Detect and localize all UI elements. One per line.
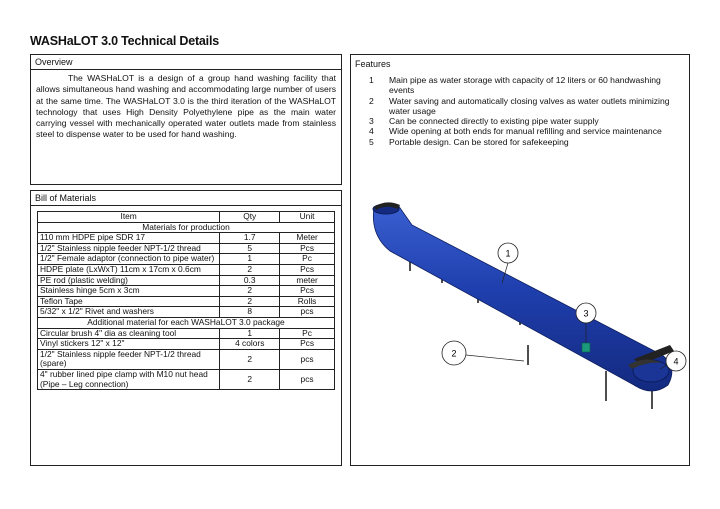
overview-heading: Overview: [31, 55, 341, 70]
table-row: [38, 349, 335, 369]
section-row: [38, 222, 335, 233]
callout-2: [442, 341, 466, 365]
col-item: Item: [38, 212, 220, 223]
bom-qty-cell: 2: [220, 369, 280, 389]
table-row: [38, 369, 335, 389]
feature-text: Water saving and automatically closing valves as water outlets minimizing water usage: [389, 95, 670, 116]
section-production: Materials for production: [38, 222, 335, 233]
feature-number: 2: [369, 95, 374, 106]
bom-unit-cell: Meter: [280, 233, 335, 244]
feature-text: Portable design. Can be stored for safekeeping: [389, 136, 569, 147]
bom-qty-cell: 4 colors: [220, 339, 280, 350]
bom-unit-cell: Pcs: [280, 243, 335, 254]
list-item: [351, 126, 689, 136]
features-heading: Features: [355, 59, 391, 69]
bom-qty-cell: 1.7: [220, 233, 280, 244]
bom-unit-cell: Pcs: [280, 264, 335, 275]
callout-4: [666, 351, 686, 371]
bom-header-row: [38, 212, 335, 223]
callout-1: [498, 243, 518, 263]
overview-panel: [30, 54, 342, 185]
list-item: [351, 137, 689, 147]
section-additional: Additional material for each WASHaLOT 3.0 package: [38, 317, 335, 328]
feature-number: 3: [369, 116, 374, 127]
table-row: [38, 307, 335, 318]
list-item: [351, 96, 689, 117]
table-row: [38, 296, 335, 307]
bom-qty-cell: 5: [220, 243, 280, 254]
bom-unit-cell: Pc: [280, 328, 335, 339]
feature-number: 1: [369, 75, 374, 85]
table-row: [38, 339, 335, 350]
bom-item-cell: Vinyl stickers 12" x 12": [38, 339, 220, 350]
bom-unit-cell: pcs: [280, 369, 335, 389]
bom-item-cell: Teflon Tape: [38, 296, 220, 307]
list-item: [351, 75, 689, 96]
bom-item-cell: 4" rubber lined pipe clamp with M10 nut head (Pipe – Leg connection): [38, 369, 220, 389]
bom-item-cell: 1/2" Female adaptor (connection to pipe water): [38, 254, 220, 265]
bom-qty-cell: 8: [220, 307, 280, 318]
overview-paragraph: The WASHaLOT is a design of a group hand washing facility that allows simultaneous hand washing and accommodating large number of users at the same time. The WASHaLOT 3.0 is the third iteration of the WASHaLOT technology that uses High Density Polyethylene pipe as the main water carrying vessel with mechanically operated water outlets made from stainless steel to dispense water to be used for hand washing.: [36, 73, 336, 140]
bom-unit-cell: Pcs: [280, 286, 335, 297]
bom-item-cell: Circular brush 4" dia as cleaning tool: [38, 328, 220, 339]
feature-text: Can be connected directly to existing pipe water supply: [389, 116, 599, 127]
bom-item-cell: 110 mm HDPE pipe SDR 17: [38, 233, 220, 244]
feature-number: 5: [369, 136, 374, 147]
bom-qty-cell: 1: [220, 328, 280, 339]
bom-unit-cell: meter: [280, 275, 335, 286]
feature-text: Main pipe as water storage with capacity of 12 liters or 60 handwashing events: [389, 75, 661, 96]
feature-text: Wide opening at both ends for manual refilling and service maintenance: [389, 126, 662, 137]
overview-text: [31, 70, 341, 144]
pipe-body: [373, 205, 672, 391]
bom-qty-cell: 2: [220, 349, 280, 369]
bom-item-cell: 1/2" Stainless nipple feeder NPT-1/2 thread: [38, 243, 220, 254]
bom-qty-cell: 2: [220, 264, 280, 275]
bom-item-cell: PE rod (plastic welding): [38, 275, 220, 286]
list-item: [351, 116, 689, 126]
svg-text:2: 2: [451, 348, 457, 359]
callout-3: [576, 303, 596, 323]
page-title: WASHaLOT 3.0 Technical Details: [30, 34, 219, 48]
washalot-diagram: [352, 195, 688, 425]
col-unit: Unit: [280, 212, 335, 223]
bom-item-cell: 5/32" x 1/2" Rivet and washers: [38, 307, 220, 318]
bom-heading: Bill of Materials: [31, 191, 341, 206]
bom-unit-cell: Rolls: [280, 296, 335, 307]
bom-item-cell: 1/2" Stainless nipple feeder NPT-1/2 thread (spare): [38, 349, 220, 369]
table-row: [38, 275, 335, 286]
bom-qty-cell: 0.3: [220, 275, 280, 286]
svg-text:3: 3: [583, 308, 589, 319]
table-row: [38, 254, 335, 265]
table-row: [38, 243, 335, 254]
bom-unit-cell: Pc: [280, 254, 335, 265]
svg-text:4: 4: [673, 356, 679, 367]
table-row: [38, 264, 335, 275]
section-row: [38, 317, 335, 328]
bill-of-materials-panel: [30, 190, 342, 466]
bom-qty-cell: 1: [220, 254, 280, 265]
col-qty: Qty: [220, 212, 280, 223]
table-row: [38, 286, 335, 297]
svg-text:1: 1: [505, 248, 511, 259]
bom-item-cell: HDPE plate (LxWxT) 11cm x 17cm x 0.6cm: [38, 264, 220, 275]
valve-connector: [582, 343, 590, 352]
bom-qty-cell: 2: [220, 286, 280, 297]
bom-unit-cell: Pcs: [280, 339, 335, 350]
feature-number: 4: [369, 126, 374, 137]
bom-unit-cell: pcs: [280, 349, 335, 369]
bom-item-cell: Stainless hinge 5cm x 3cm: [38, 286, 220, 297]
bom-qty-cell: 2: [220, 296, 280, 307]
table-row: [38, 233, 335, 244]
bom-unit-cell: pcs: [280, 307, 335, 318]
bom-table: [37, 211, 335, 390]
features-list: [351, 75, 689, 147]
table-row: [38, 328, 335, 339]
